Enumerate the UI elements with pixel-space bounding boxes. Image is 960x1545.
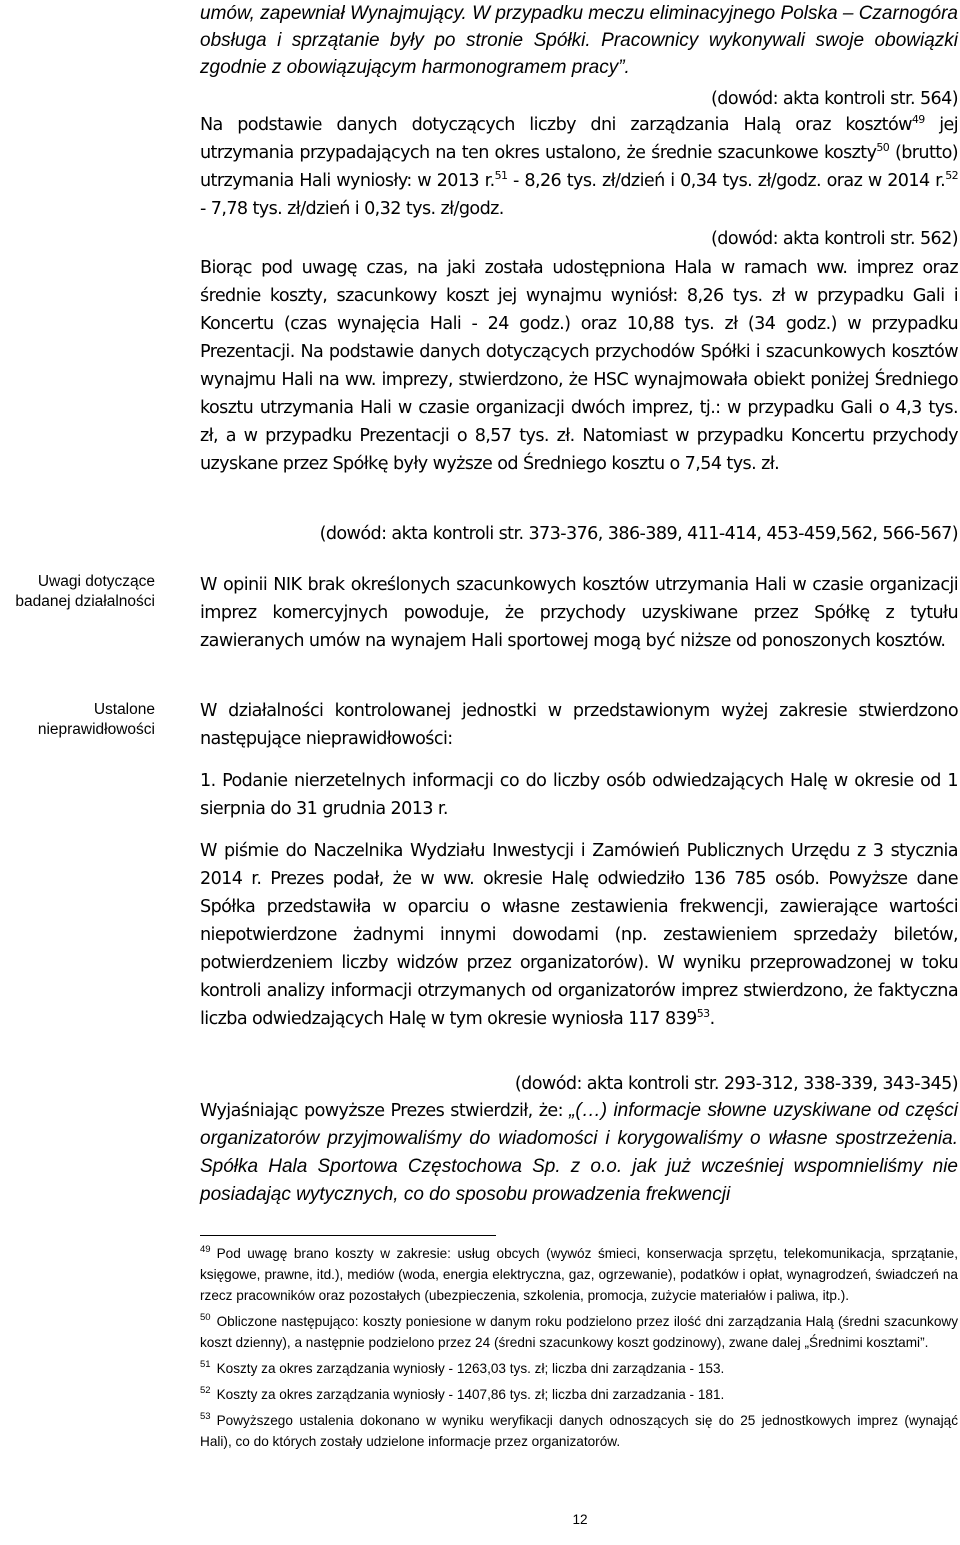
evidence-ref-562 — [200, 225, 958, 253]
page-number: 12 — [572, 1512, 588, 1527]
paragraph-text: W działalności kontrolowanej jednostki w przedstawionym wyżej zakresie stwierdzono następujące nieprawidłowości: — [200, 701, 958, 749]
footnote-ref-52[interactable]: 52 — [945, 169, 958, 183]
footnote-ref-49[interactable]: 49 — [911, 113, 925, 127]
evidence-text: (dowód: akta kontroli str. 373-376, 386-389, 411-414, 453-459,562, 566-567) — [319, 524, 958, 544]
margin-note-ustalone: Ustalone nieprawidłowości — [37, 701, 155, 738]
quoted-explanation: „(…) informacje słowne uzyskiwane od części organizatorów przyjmowaliśmy do wiadomości i korygowaliśmy o własne spostrzeżenia. Spółka Hala Sportowa Częstochowa Sp. z o.o. jak już wcześniej wspomnieliśmy nie posiadając wytycznych, co do sposobu prowadzenia frekwencji — [200, 1100, 958, 1205]
evidence-text: (dowód: akta kontroli str. 293-312, 338-339, 343-345) — [514, 1074, 958, 1094]
footnote-53: $^{53}$ Powyższego ustalenia dokonano w wyniku weryfikacji danych odnoszących się do 25 jednostkowych imprez (wynająć Hali), co do których zostały udzielone informacje przez organizatorów. — [200, 1411, 958, 1449]
evidence-ref-564 — [200, 85, 958, 113]
paragraph-text: 1. Podanie nierzetelnych informacji co do liczby osób odwiedzających Halę w okresie od 1 sierpnia do 31 grudnia 2013 r. — [200, 771, 958, 819]
footnote-ref-50[interactable]: 50 — [876, 141, 890, 155]
paragraph-costs — [200, 111, 958, 223]
paragraph-text: W piśmie do Naczelnika Wydziału Inwestycji i Zamówień Publicznych Urzędu z 3 stycznia 2014 r. Prezes podał, że w ww. okresie Halę odwiedziło 136 785 osób. Powyższe dane Spółka przedstawiła w oparciu o własne zestawienia frekwencji, zawierające wartości niepotwierdzone żadnymi innymi dowodami (np. zestawieniem sprzedaży biletów, potwierdzeniem liczby widzów przez organizatorów). W wyniku przeprowadzonej w toku kontroli analizy informacji otrzymanych od organizatorów imprez stwierdzono, że faktyczna liczba odwiedzających Halę w tym okresie wyniosła 117 $839^{53}$. — [200, 841, 958, 1029]
italic-quote-text: umów, zapewniał Wynajmujący. W przypadku meczu eliminacyjnego Polska – Czarnogóra obsługa i sprzątanie były po stronie Spółki. Pracownicy wykonywali swoje obowiązki zgodnie z obowiązującym harmonogramem pracy”. — [200, 3, 958, 78]
paragraph-text: Wyjaśniając powyższe Prezes stwierdził, że: „(…) informacje słowne uzyskiwane od części organizatorów przyjmowaliśmy do wiadomości i korygowaliśmy o własne spostrzeżenia. Spółka Hala Sportowa Częstochowa Sp. z o.o. jak już wcześniej wspomnieliśmy nie posiadając wytycznych, co do sposobu prowadzenia frekwencji — [200, 1100, 958, 1205]
paragraph-text: Biorąc pod uwagę czas, na jaki została udostępniona Hala w ramach ww. imprez oraz średnie koszty, szacunkowy koszt jej wynajmu wyniósł: 8,26 tys. zł w przypadku Gali i Koncertu (czas wynajęcia Hali - 24 godz.) oraz 10,88 tys. zł (34 godz.) w przypadku Prezentacji. Na podstawie danych dotyczących przychodów Spółki i szacunkowych kosztów wynajmu Hali na ww. imprezy, stwierdzono, że HSC wynajmowała obiekt poniżej Średniego kosztu utrzymania Hali w czasie organizacji dwóch imprez, tj.: w przypadku Gali o 4,3 tys. zł, a w przypadku Prezentacji o 8,57 tys. zł. Natomiast w przypadku Koncertu przychody uzyskane przez Spółkę były wyższe od Średniego kosztu o 7,54 tys. zł. — [200, 258, 958, 474]
paragraph-irregularities-intro — [200, 697, 958, 753]
evidence-text: (dowód: akta kontroli str. 562) — [711, 229, 958, 249]
quote-continuation — [200, 0, 958, 81]
paragraph-letter — [200, 837, 958, 1033]
footnote-ref-51[interactable]: 51 — [494, 169, 508, 183]
footnote-separator — [200, 1235, 496, 1236]
footnotes — [200, 1243, 958, 1457]
paragraph-text: W opinii NIK brak określonych szacunkowych kosztów utrzymania Hali w czasie organizacji imprez komercyjnych powoduje, że przychody uzyskiwane przez Spółkę z tytułu zawieranych umów na wynajem Hali sportowej mogą być niższe od ponoszonych kosztów. — [200, 575, 958, 651]
footnote-51: $^{51}$ Koszty za okres zarządzania wyniosły - 1263,03 tys. zł; liczba dni zarządzania - 153. — [200, 1359, 725, 1376]
paragraph-irregularity-1 — [200, 767, 958, 823]
evidence-text: (dowód: akta kontroli str. 564) — [711, 89, 958, 109]
footnote-ref-53[interactable]: 53 — [696, 1007, 710, 1021]
paragraph-explanation — [200, 1097, 958, 1209]
margin-note-uwagi: Uwagi dotyczące badanej działalności — [15, 573, 155, 610]
footnote-50: $^{50}$ Obliczone następująco: koszty poniesione w danym roku podzielono przez ilość dni zarządzania Halą (średni szacunkowy koszt dzienny), a następnie podzielono przez 24 (średni szacunkowy koszt godzinowy), zwane dalej „Średnimi kosztami”. — [200, 1312, 958, 1350]
paragraph-rental-cost — [200, 254, 958, 478]
footnote-52: $^{52}$ Koszty za okres zarządzania wyniosły - 1407,86 tys. zł; liczba dni zarzadzania - 181. — [200, 1385, 725, 1402]
evidence-ref-293 — [200, 1070, 958, 1098]
paragraph-text: Na podstawie danych dotyczących liczby dni zarządzania Halą oraz kosztów$^{49}$ jej utrzymania przypadających na ten okres ustalono, że średnie szacunkowe koszty$^{50}$ (brutto) utrzymania Hali wyniosły: w 2013 r.$^{51}$ - 8,26 tys. zł/dzień i 0,34 tys. zł/godz. oraz w 2014 r.$^{52}$ - 7,78 tys. zł/dzień i 0,32 tys. zł/godz. — [200, 113, 958, 219]
evidence-ref-373 — [200, 520, 958, 548]
footnote-49: $^{49}$ Pod uwagę brano koszty w zakresie: usług obcych (wywóz śmieci, konserwacja sprzętu, telekomunikacja, sprzątanie, księgowe, prawne, itd.), mediów (woda, energia elektryczna, gaz, ogrzewanie), podatków i opłat, wynagrodzeń, świadczeń na rzecz pracowników oraz pozostałych (ubezpieczenia, szkolenia, promocja, zużycie materiałów i paliwa, itp.). — [200, 1244, 958, 1303]
paragraph-nik-opinion — [200, 571, 958, 655]
